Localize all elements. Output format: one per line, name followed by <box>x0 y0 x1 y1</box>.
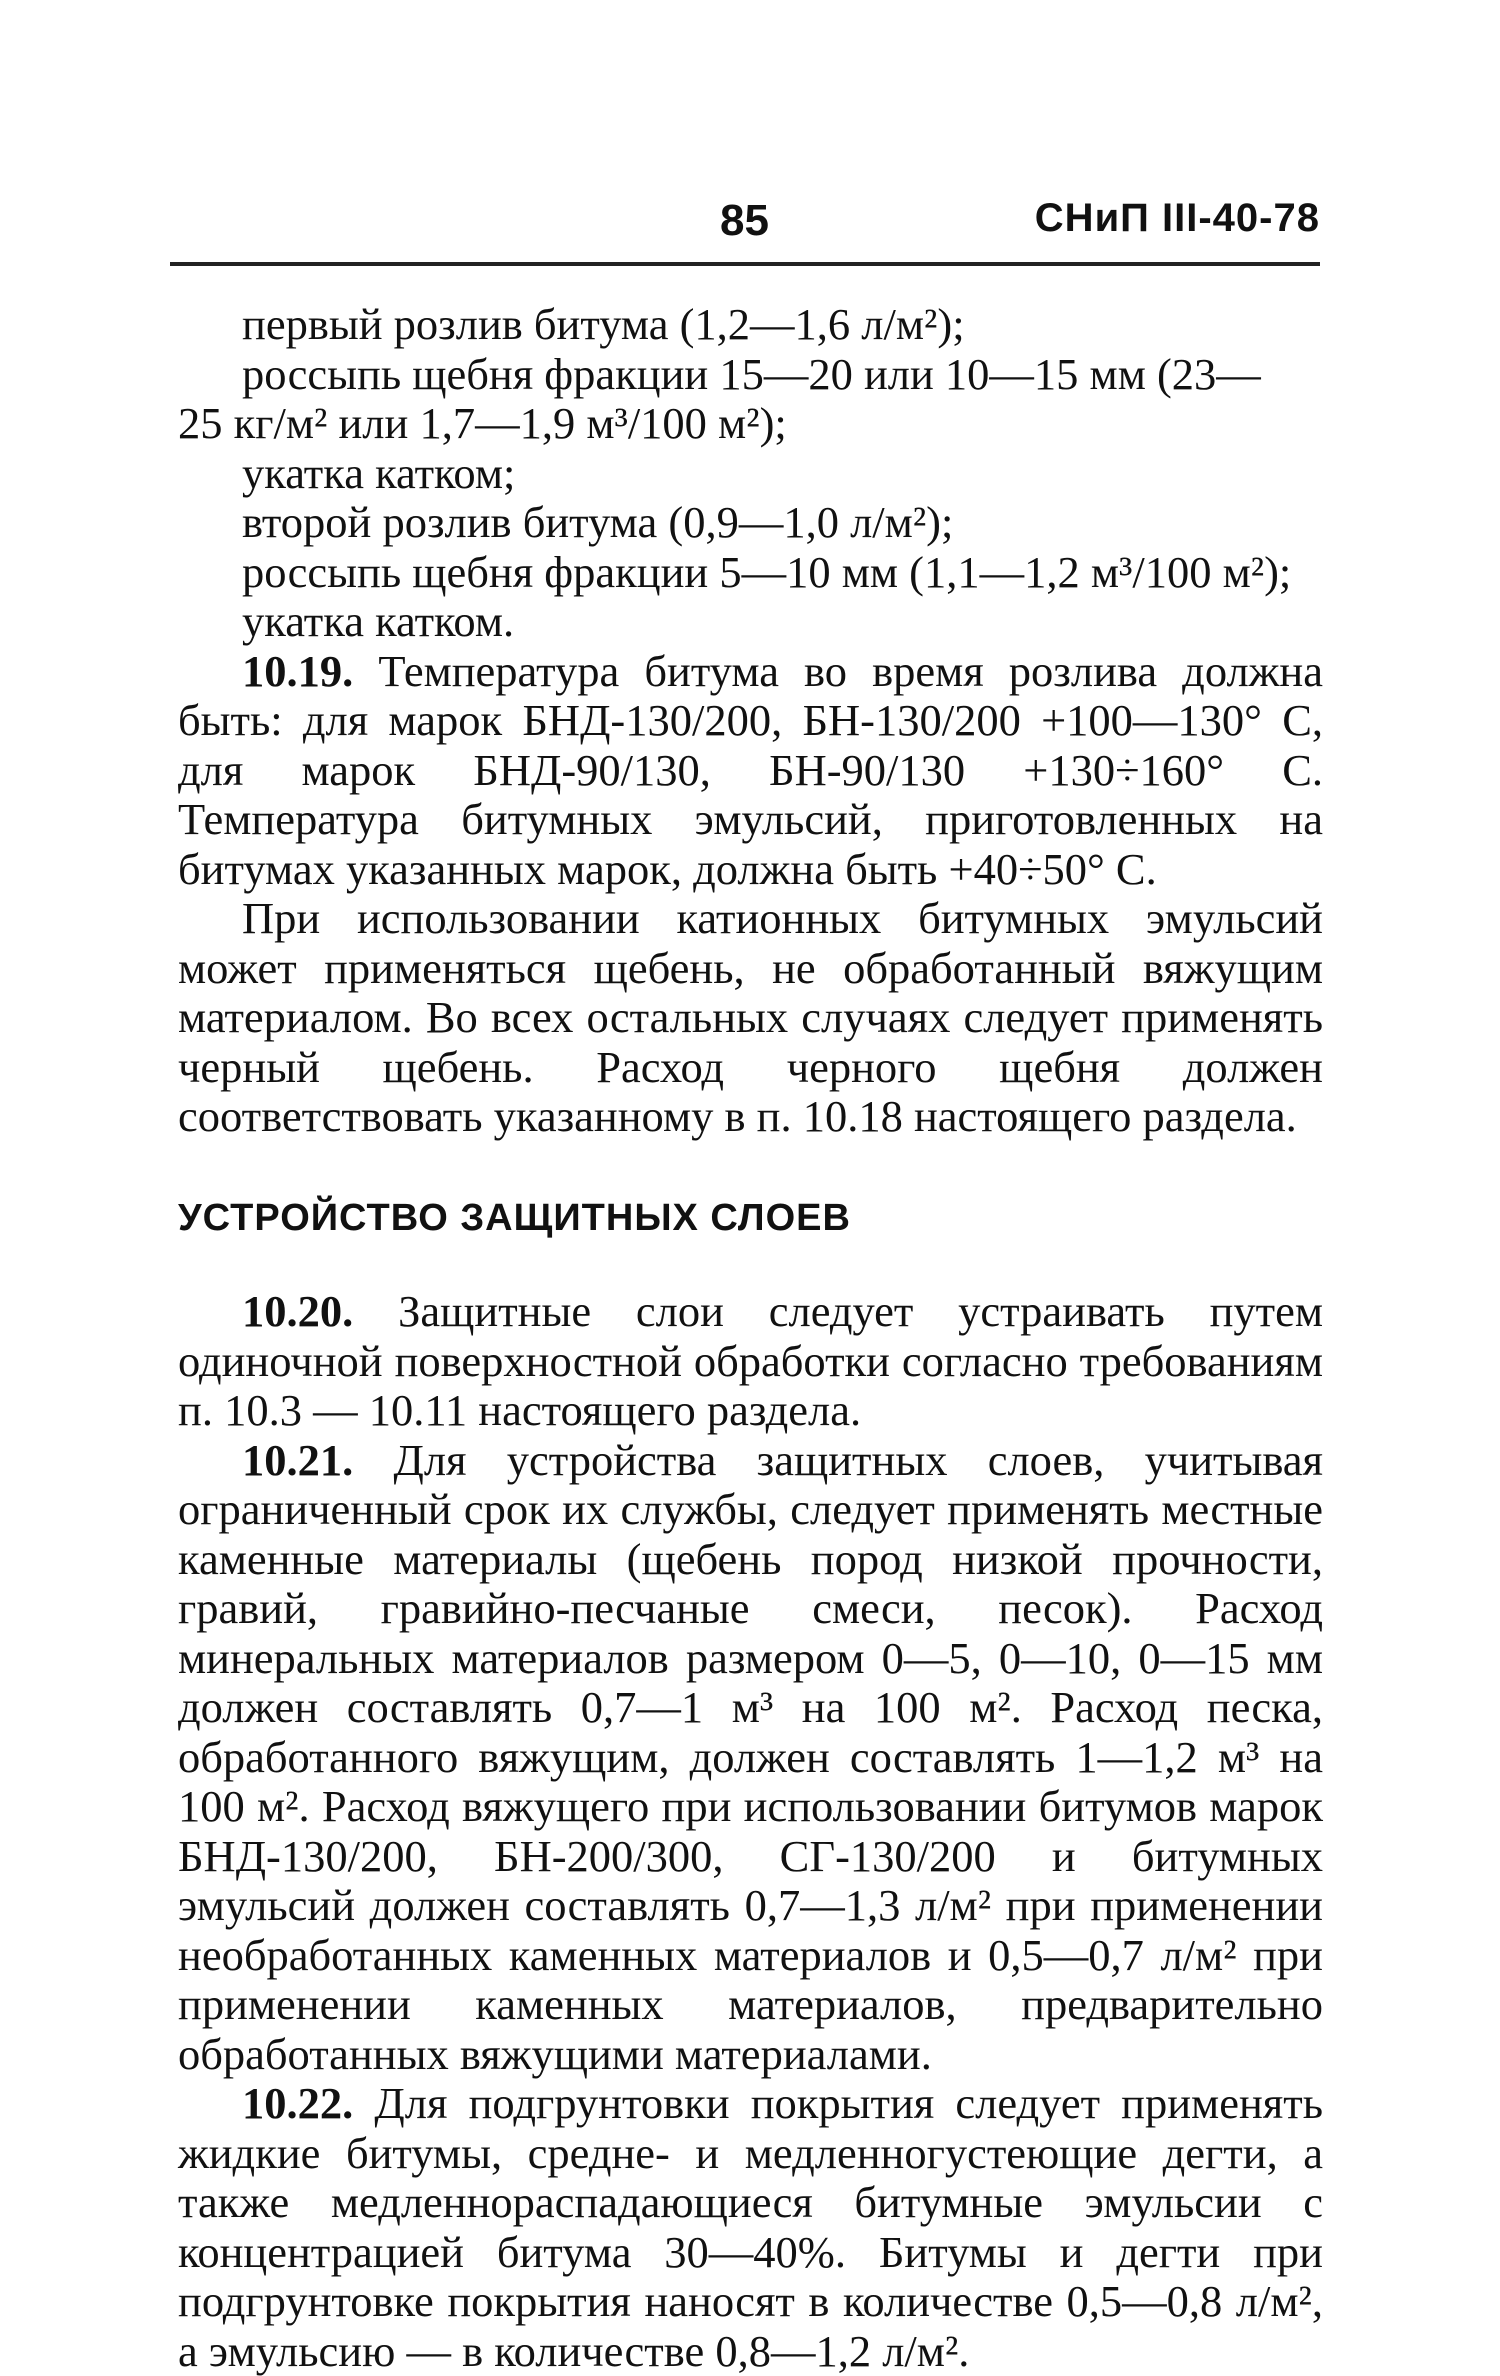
clause-text: Защитные слои следует устраивать путем одиночной поверхностной обработки согласно требованиям п. 10.3 — 10.11 настоящего раздела. <box>178 1286 1323 1435</box>
paragraph-10-20 <box>178 1287 1323 1436</box>
clause-text: Для подгрунтовки покрытия следует применять жидкие битумы, средне- и медленногустеющие дегти, а также медленнораспадающиеся битумные эмульсии с концентрацией битума 30—40%. Битумы и дегти при подгрунтовке покрытия наносят в количестве 0,5—0,8 л/м², а эмульсию — в количестве 0,8—1,2 л/м². <box>178 2078 1323 2376</box>
clause-number: 10.20. <box>242 1286 354 1336</box>
section-heading: УСТРОЙСТВО ЗАЩИТНЫХ СЛОЕВ <box>178 1196 851 1239</box>
list-item: россыпь щебня фракции 5—10 мм (1,1—1,2 м³/100 м²); <box>242 546 1292 597</box>
clause-text: Температура битума во время розлива должна быть: для марок БНД-130/200, БН-130/200 +100—130° С, для марок БНД-90/130, БН-90/130 +130÷160° С. Температура битумных эмульсий, приготовленных на битумах указанных марок, должна быть +40÷50° С. <box>178 645 1323 894</box>
list-item: укатка катком; <box>242 447 516 498</box>
list-item: второй розлив битума (0,9—1,0 л/м²); <box>242 497 954 547</box>
list-item: укатка катком. <box>242 596 515 646</box>
paragraph-10-21 <box>178 1436 1323 2080</box>
page-number: 85 <box>720 196 769 245</box>
page-header <box>170 196 1320 256</box>
clause-number: 10.19. <box>242 645 354 696</box>
paragraph-10-19-continued: При использовании катионных битумных эмульсий может применяться щебень, не обработанный вяжущим материалом. Во всех остальных случаях следует применять черный щебень. Расход черного щебня должен соответствовать указанному в п. 10.18 настоящего раздела. <box>178 893 1323 1141</box>
clause-number: 10.21. <box>242 1434 354 1485</box>
document-body <box>178 300 1323 2376</box>
list-item: россыпь щебня фракции 15—20 или 10—15 мм (23— <box>242 348 1261 399</box>
list-item: 25 кг/м² или 1,7—1,9 м³/100 м²); <box>178 398 787 448</box>
paragraph-10-22 <box>178 2079 1323 2376</box>
document-code: СНиП III-40-78 <box>1034 196 1320 240</box>
header-rule <box>170 262 1320 266</box>
clause-text: Для устройства защитных слоев, учитывая ограниченный срок их службы, следует применять местные каменные материалы (щебень пород низкой прочности, гравий, гравийно-песчаные смеси, песок). Расход минеральных материалов размером 0—5, 0—10, 0—15 мм должен составлять 0,7—1 м³ на 100 м². Расход песка, обработанного вяжущим, должен составлять 1—1,2 м³ на 100 м². Расход вяжущего при использовании битумов марок БНД-130/200, БН-200/300, СГ-130/200 и битумных эмульсий должен составлять 0,7—1,3 л/м² при применении необработанных каменных материалов и 0,5—0,7 л/м² при применении каменных материалов, предварительно обработанных вяжущими материалами. <box>178 1434 1323 2079</box>
clause-number: 10.22. <box>242 2078 354 2128</box>
paragraph-10-19 <box>178 647 1323 895</box>
list-item: первый розлив битума (1,2—1,6 л/м²); <box>242 299 965 349</box>
